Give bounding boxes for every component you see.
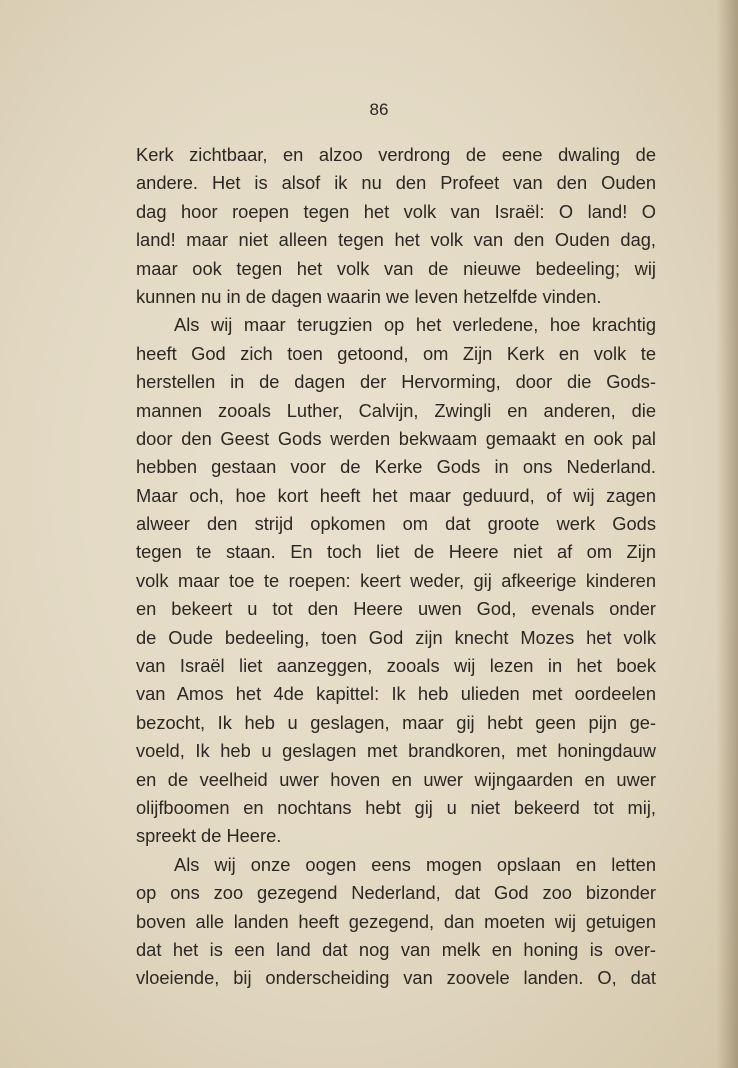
text-line: en bekeert u tot den Heere uwen God, evenals onder bbox=[136, 598, 656, 620]
text-line: de Oude bedeeling, toen God zijn knecht Mozes het volk bbox=[136, 626, 656, 648]
text-line: kunnen nu in de dagen waarin we leven hetzelfde vinden. bbox=[136, 285, 602, 307]
text-line: van Israël liet aanzeggen, zooals wij lezen in het boek bbox=[136, 655, 656, 677]
text-line: boven alle landen heeft gezegend, dan moeten wij getuigen bbox=[136, 910, 656, 932]
paragraph-start-line: Als wij maar terugzien op het verledene, hoe krachtig bbox=[174, 314, 656, 336]
text-line: mannen zooals Luther, Calvijn, Zwingli en anderen, die bbox=[136, 399, 656, 421]
text-line: op ons zoo gezegend Nederland, dat God zoo bizonder bbox=[136, 882, 656, 904]
text-line: andere. Het is alsof ik nu den Profeet van den Ouden bbox=[136, 172, 656, 194]
text-line: spreekt de Heere. bbox=[136, 825, 282, 847]
text-line: heeft God zich toen getoond, om Zijn Kerk en volk te bbox=[136, 342, 656, 364]
body-text bbox=[136, 141, 656, 993]
page-number: 86 bbox=[369, 100, 389, 119]
text-line: bezocht, Ik heb u geslagen, maar gij hebt geen pijn ge- bbox=[136, 711, 656, 733]
paragraph-start-line: Als wij onze oogen eens mogen opslaan en letten bbox=[174, 853, 656, 875]
text-line: van Amos het 4de kapittel: Ik heb ulieden met oordeelen bbox=[136, 683, 656, 705]
text-line: land! maar niet alleen tegen het volk van den Ouden dag, bbox=[136, 229, 656, 251]
text-line: dag hoor roepen tegen het volk van Israël: O land! O bbox=[136, 200, 656, 222]
text-line: tegen te staan. En toch liet de Heere niet af om Zijn bbox=[136, 541, 656, 563]
text-line: hebben gestaan voor de Kerke Gods in ons Nederland. bbox=[136, 456, 656, 478]
text-line: Maar och, hoe kort heeft het maar geduurd, of wij zagen bbox=[136, 484, 656, 506]
text-line: herstellen in de dagen der Hervorming, door die Gods- bbox=[136, 371, 656, 393]
text-line: dat het is een land dat nog van melk en honing is over- bbox=[136, 938, 656, 960]
text-line: volk maar toe te roepen: keert weder, gij afkeerige kinderen bbox=[136, 569, 656, 591]
text-line: voeld, Ik heb u geslagen met brandkoren, met honingdauw bbox=[136, 740, 656, 762]
text-line: vloeiende, bij onderscheiding van zoovele landen. O, dat bbox=[136, 967, 656, 989]
text-line: door den Geest Gods werden bekwaam gemaakt en ook pal bbox=[136, 427, 656, 449]
text-line: maar ook tegen het volk van de nieuwe bedeeling; wij bbox=[136, 257, 656, 279]
text-line: olijfboomen en nochtans hebt gij u niet bekeerd tot mij, bbox=[136, 796, 656, 818]
text-line: en de veelheid uwer hoven en uwer wijngaarden en uwer bbox=[136, 768, 656, 790]
text-line: Kerk zichtbaar, en alzoo verdrong de eene dwaling de bbox=[136, 144, 656, 165]
text-line: alweer den strijd opkomen om dat groote werk Gods bbox=[136, 513, 656, 535]
